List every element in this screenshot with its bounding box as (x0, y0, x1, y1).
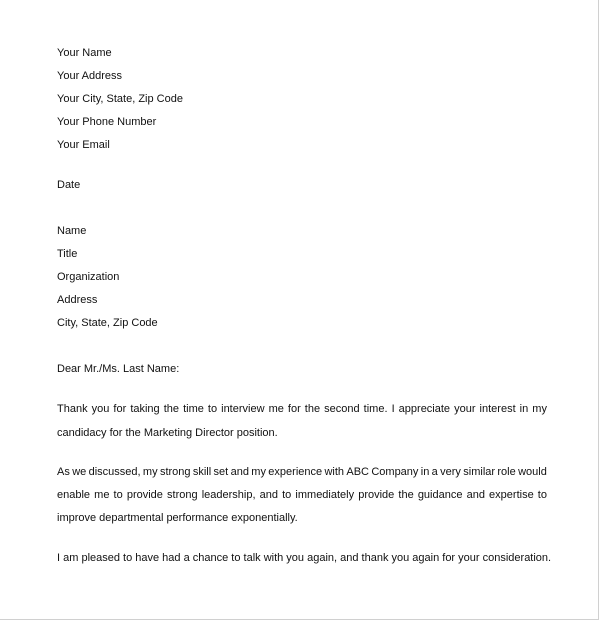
word: appreciate (398, 403, 451, 415)
word: you (91, 403, 110, 415)
word: and (466, 489, 485, 501)
word: As (57, 466, 70, 478)
sender-phone: Your Phone Number (57, 116, 157, 128)
paragraph-1-line-1 (57, 402, 547, 416)
word: discussed, (88, 466, 141, 478)
word: set (213, 466, 229, 478)
word: strong (159, 466, 191, 478)
word: immediately (295, 489, 355, 501)
word: strong (167, 489, 198, 501)
word: very (440, 466, 461, 478)
word: the (304, 403, 321, 415)
word: my (142, 466, 158, 478)
word: second (324, 403, 360, 415)
sender-name: Your Name (57, 47, 112, 59)
word: taking (130, 403, 160, 415)
recipient-title: Title (57, 248, 78, 260)
word: interest (479, 403, 516, 415)
word: I (391, 403, 395, 415)
word: Thank (57, 403, 88, 415)
word: for (113, 403, 127, 415)
word: and (230, 466, 249, 478)
word: and (259, 489, 279, 501)
letter-date: Date (57, 179, 81, 191)
word: me (268, 403, 284, 415)
paragraph-1-line-2: candidacy for the Marketing Director position. (57, 427, 278, 439)
word: role (497, 466, 516, 478)
recipient-name: Name (57, 225, 87, 237)
word: for (287, 403, 301, 415)
word: my (532, 403, 547, 415)
word: the (398, 489, 414, 501)
word: to (207, 403, 218, 415)
paragraph-3-line-1: I am pleased to have had a chance to talk with you again, and thank you again for your consideration. (57, 552, 552, 564)
word: with (324, 466, 345, 478)
sender-email: Your Email (57, 139, 110, 151)
word: your (454, 403, 476, 415)
word: in (420, 466, 430, 478)
word: leadership, (201, 489, 256, 501)
recipient-city-state-zip: City, State, Zip Code (57, 317, 158, 329)
recipient-organization: Organization (57, 271, 120, 283)
word: provide (358, 489, 395, 501)
word: experience (268, 466, 323, 478)
salutation: Dear Mr./Ms. Last Name: (57, 363, 180, 375)
word: we (72, 466, 87, 478)
word: a (431, 466, 438, 478)
recipient-address: Address (57, 294, 98, 306)
paragraph-2-line-3: improve departmental performance exponentially. (57, 512, 298, 524)
word: would (518, 466, 547, 478)
word: time. (363, 403, 388, 415)
word: provide (126, 489, 163, 501)
word: in (519, 403, 529, 415)
word: me (94, 489, 110, 501)
word: interview (221, 403, 265, 415)
word: Company (371, 466, 419, 478)
word: expertise (489, 489, 534, 501)
word: to (537, 489, 547, 501)
paragraph-2-line-2 (57, 488, 547, 502)
word: guidance (417, 489, 463, 501)
word: skill (192, 466, 212, 478)
word: to (282, 489, 292, 501)
word: similar (463, 466, 496, 478)
word: the (163, 403, 180, 415)
sender-city-state-zip: Your City, State, Zip Code (57, 93, 183, 105)
paragraph-2-line-1 (57, 465, 547, 479)
word: to (113, 489, 123, 501)
word: time (183, 403, 204, 415)
sender-address: Your Address (57, 70, 123, 82)
word: ABC (346, 466, 369, 478)
word: my (251, 466, 266, 478)
word: enable (57, 489, 91, 501)
